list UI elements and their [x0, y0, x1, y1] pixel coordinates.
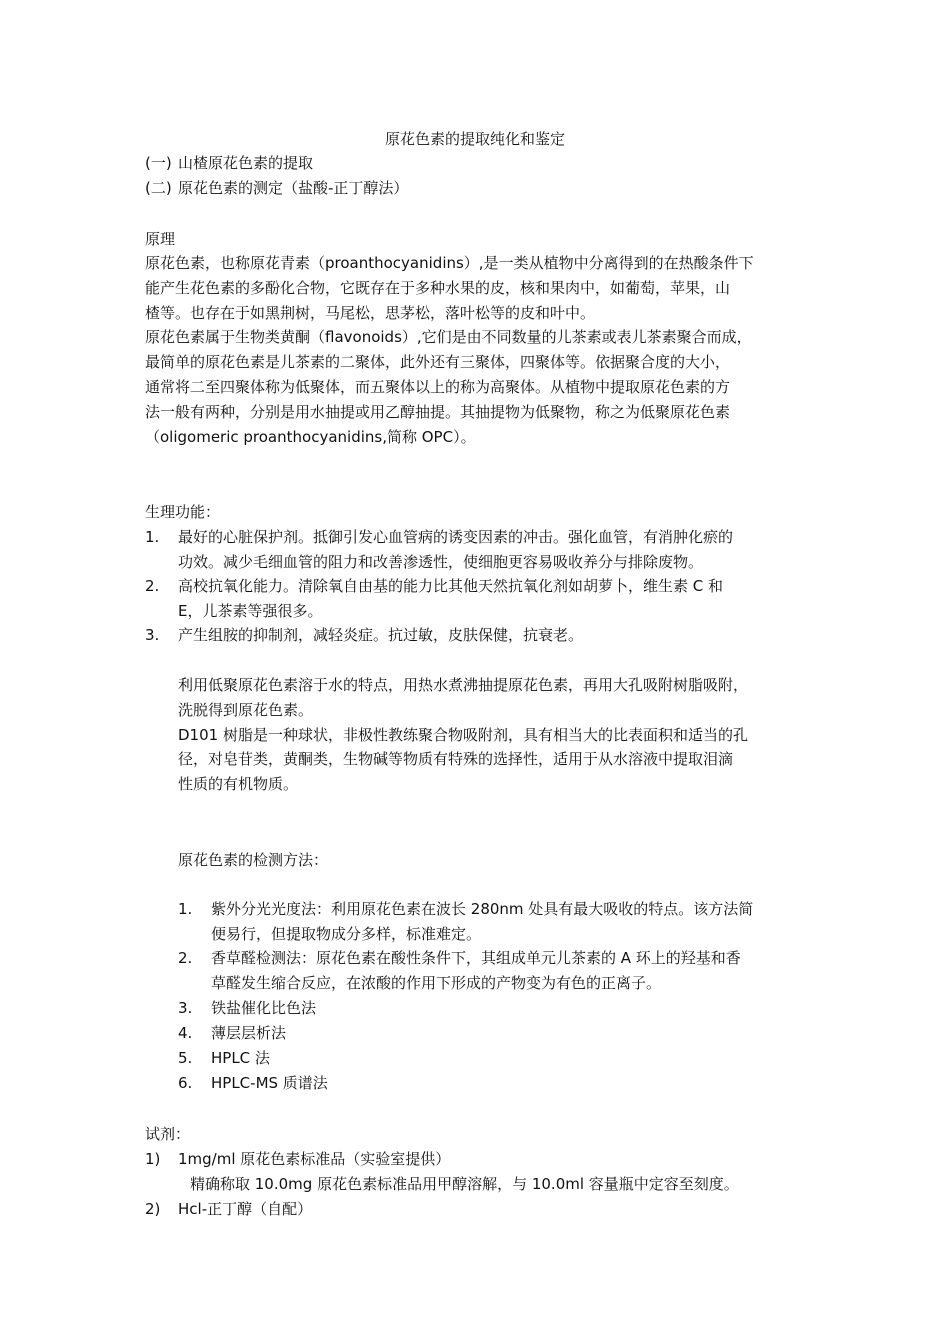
section-title-1: 山楂原花色素的提取: [178, 154, 314, 172]
principle-line: 原花色素，也称原花青素（proanthocyanidins）,是一类从植物中分离得到的在热酸条件下: [145, 254, 754, 272]
method-line: D101 树脂是一种球状，非极性教练聚合物吸附剂，具有相当大的比表面积和适当的孔: [178, 725, 748, 744]
detection-line: 紫外分光光度法：利用原花色素在波长 280nm 处具有最大吸收的特点。该方法简: [211, 900, 754, 918]
detection-item-2: [211, 946, 741, 996]
reagents-heading: 试剂：: [145, 1125, 191, 1143]
detection-item-6: HPLC-MS 质谱法: [211, 1074, 328, 1092]
function-item-3: [178, 623, 583, 648]
principle-line: 楂等。也存在于如黑荆树，马尾松，思茅松，落叶松等的皮和叶中。: [145, 303, 596, 322]
principle-heading: 原理: [145, 230, 176, 248]
detection-line: 便易行，但提取物成分多样，标准难定。: [211, 924, 482, 943]
function-number: 2.: [145, 577, 160, 595]
detection-line: 香草醛检测法：原花色素在酸性条件下，其组成单元儿茶素的 A 环上的羟基和香: [211, 949, 741, 967]
function-number: 1.: [145, 528, 160, 546]
function-line: 最好的心脏保护剂。抵御引发心血管病的诱变因素的冲击。强化血管，有消肿化瘀的: [178, 528, 734, 546]
function-line: 高校抗氧化能力。清除氧自由基的能力比其他天然抗氧化剂如胡萝卜，维生素 C 和: [178, 577, 724, 595]
principle-line: 法一般有两种，分别是用水抽提或用乙醇抽提。其抽提物为低聚物，称之为低聚原花色素: [145, 402, 731, 421]
detection-item-3: 铁盐催化比色法: [211, 999, 317, 1017]
detection-item-5: HPLC 法: [211, 1049, 270, 1067]
detection-item-1: [211, 897, 753, 947]
document-title: 原花色素的提取纯化和鉴定: [384, 130, 565, 148]
detection-number: 4.: [178, 1024, 193, 1042]
principle-paragraph: [145, 251, 754, 449]
method-line: 利用低聚原花色素溶于水的特点，用热水煮沸抽提原花色素，再用大孔吸附树脂吸附，: [178, 676, 749, 694]
method-line: 径，对皂苷类，黄酮类，生物碱等物质有特殊的选择性，适用于从水溶液中提取泪滴: [178, 750, 734, 769]
detection-line: 草醛发生缩合反应，在浓酸的作用下形成的产物变为有色的正离子。: [211, 973, 662, 992]
reagent-number: 2): [145, 1200, 161, 1218]
method-paragraph: [178, 673, 748, 797]
detection-number: 2.: [178, 949, 193, 967]
method-line: 洗脱得到原花色素。: [178, 700, 314, 719]
detection-number: 6.: [178, 1074, 193, 1092]
function-item-2: [178, 574, 723, 624]
function-line: 功效。减少毛细血管的阻力和改善渗透性，使细胞更容易吸收养分与排除废物。: [178, 552, 704, 571]
detection-number: 3.: [178, 999, 193, 1017]
functions-heading: 生理功能：: [145, 503, 221, 521]
detection-number: 1.: [178, 900, 193, 918]
principle-line: 原花色素属于生物类黄酮（flavonoids）,它们是由不同数量的儿茶素或表儿茶素聚合而成，: [145, 328, 752, 347]
function-line: E，儿茶素等强很多。: [178, 601, 323, 620]
reagent-item-1: 1mg/ml 原花色素标准品（实验室提供）: [178, 1150, 451, 1168]
principle-line: 通常将二至四聚体称为低聚体，而五聚体以上的称为高聚体。从植物中提取原花色素的方: [145, 377, 731, 396]
function-item-1: [178, 525, 733, 575]
reagent-item-2: Hcl-正丁醇（自配）: [178, 1200, 313, 1218]
section-marker-2: (二): [145, 179, 172, 197]
principle-line: 能产生花色素的多酚化合物，它既存在于多种水果的皮，核和果肉中，如葡萄，苹果，山: [145, 278, 731, 297]
function-number: 3.: [145, 626, 160, 644]
detection-item-4: 薄层层析法: [211, 1024, 287, 1042]
reagent-item-1-detail: 精确称取 10.0mg 原花色素标准品用甲醇溶解，与 10.0ml 容量瓶中定容至刻度。: [190, 1175, 739, 1193]
section-marker-1: (一): [145, 154, 172, 172]
detection-number: 5.: [178, 1049, 193, 1067]
function-line: 产生组胺的抑制剂，减轻炎症。抗过敏，皮肤保健，抗衰老。: [178, 626, 584, 644]
detection-heading: 原花色素的检测方法：: [178, 851, 329, 869]
principle-line: （oligomeric proanthocyanidins,简称 OPC）。: [145, 427, 476, 446]
method-line: 性质的有机物质。: [178, 775, 299, 794]
principle-line: 最简单的原花色素是儿茶素的二聚体，此外还有三聚体，四聚体等。依据聚合度的大小，: [145, 353, 731, 372]
section-title-2: 原花色素的测定（盐酸-正丁醇法）: [178, 179, 409, 197]
reagent-number: 1): [145, 1150, 161, 1168]
